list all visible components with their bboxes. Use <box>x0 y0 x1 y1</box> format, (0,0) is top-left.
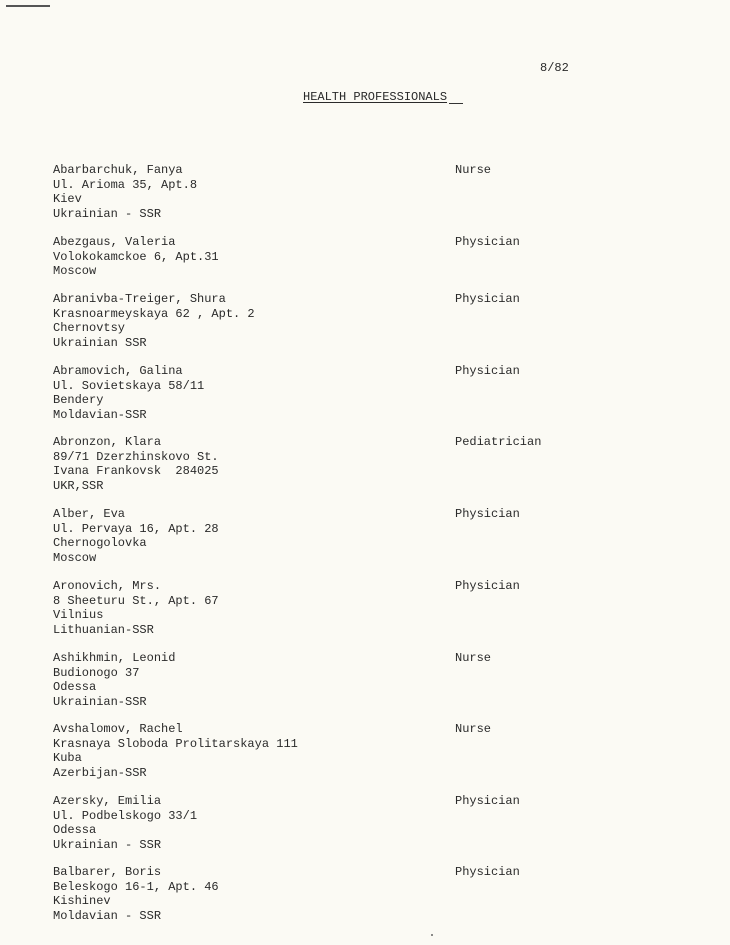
entry-address-line: Ukrainian - SSR <box>53 837 162 852</box>
entry-address-line: Moldavian-SSR <box>53 407 147 422</box>
entry-address-line: Ukrainian SSR <box>53 335 147 350</box>
entry-address-line: Krasnoarmeyskaya 62 , Apt. 2 <box>53 306 255 321</box>
entry-address-line: Kuba <box>53 751 82 765</box>
entry-profession: Physician <box>455 794 520 808</box>
entry-address-line: Moscow <box>53 550 97 565</box>
entry-name: Abramovich, Galina <box>53 364 183 378</box>
entry-name: Balbarer, Boris <box>53 865 162 879</box>
entry-address-line: Ul. Pervaya 16, Apt. 28 <box>53 521 219 536</box>
entry-address-line: Krasnaya Sloboda Prolitarskaya 111 <box>53 736 298 751</box>
entry-address-line: Odessa <box>53 823 97 837</box>
entry-name: Aronovich, Mrs. <box>53 579 162 593</box>
entry-address-line: Volokokamckoe 6, Apt.31 <box>53 249 219 264</box>
entry-address-line: Kiev <box>53 192 82 206</box>
entry-name: Abarbarchuk, Fanya <box>53 163 183 177</box>
entry-address-line: Ul. Arioma 35, Apt.8 <box>53 177 198 192</box>
entry-address-line: Bendery <box>53 393 104 407</box>
entry-address-line: Ul. Sovietskaya 58/11 <box>53 378 205 393</box>
entry-address-line: Ukrainian-SSR <box>53 694 147 709</box>
entry-address-line: Budionogo 37 <box>53 665 140 680</box>
ink-dot <box>431 934 433 936</box>
entry-profession: Physician <box>455 579 520 593</box>
entry-address-line: Chernovtsy <box>53 321 126 335</box>
entry-name: Abezgaus, Valeria <box>53 235 176 249</box>
entry-profession: Nurse <box>455 722 492 736</box>
entry-profession: Nurse <box>455 651 492 665</box>
entry-name: Abronzon, Klara <box>53 435 162 449</box>
list-item <box>53 651 693 709</box>
entry-name: Abranivba-Treiger, Shura <box>53 292 226 306</box>
list-item <box>53 163 693 221</box>
entry-address-line: Chernogolovka <box>53 536 147 550</box>
list-item <box>53 435 693 493</box>
entry-address-line: Ukrainian - SSR <box>53 206 162 221</box>
entry-profession: Physician <box>455 364 520 378</box>
entry-address-line: Moscow <box>53 264 97 278</box>
entry-profession: Physician <box>455 292 520 306</box>
entry-name: Ashikhmin, Leonid <box>53 651 176 665</box>
entry-profession: Pediatrician <box>455 435 542 449</box>
entry-address-line: 89/71 Dzerzhinskovo St. <box>53 449 219 464</box>
entry-address-line: Beleskogo 16-1, Apt. 46 <box>53 879 219 894</box>
corner-mark <box>6 5 50 7</box>
list-item <box>53 722 693 780</box>
entry-address-line: 8 Sheeturu St., Apt. 67 <box>53 593 219 608</box>
entry-profession: Nurse <box>455 163 492 177</box>
list-item <box>53 364 693 422</box>
entry-address-line: Ivana Frankovsk 284025 <box>53 464 219 478</box>
entry-name: Azersky, Emilia <box>53 794 162 808</box>
entry-profession: Physician <box>455 235 520 249</box>
entry-name: Avshalomov, Rachel <box>53 722 183 736</box>
entry-profession: Physician <box>455 865 520 879</box>
entry-address-line: Azerbijan-SSR <box>53 765 147 780</box>
list-item <box>53 579 693 637</box>
entry-profession: Physician <box>455 507 520 521</box>
entry-address-line: Moldavian - SSR <box>53 908 162 923</box>
entry-address-line: UKR,SSR <box>53 478 104 493</box>
list-item <box>53 794 693 852</box>
entry-address-line: Vilnius <box>53 608 104 622</box>
list-item <box>53 507 693 565</box>
entry-name: Alber, Eva <box>53 507 126 521</box>
list-item <box>53 292 693 350</box>
entry-address-line: Lithuanian-SSR <box>53 622 154 637</box>
entry-address-line: Kishinev <box>53 894 111 908</box>
list-item <box>53 865 693 923</box>
title-underline <box>449 103 463 104</box>
entry-address-line: Odessa <box>53 680 97 694</box>
list-item <box>53 235 693 279</box>
page-title: HEALTH PROFESSIONALS <box>303 90 448 104</box>
page-number: 8/82 <box>540 61 569 75</box>
entry-address-line: Ul. Podbelskogo 33/1 <box>53 808 198 823</box>
